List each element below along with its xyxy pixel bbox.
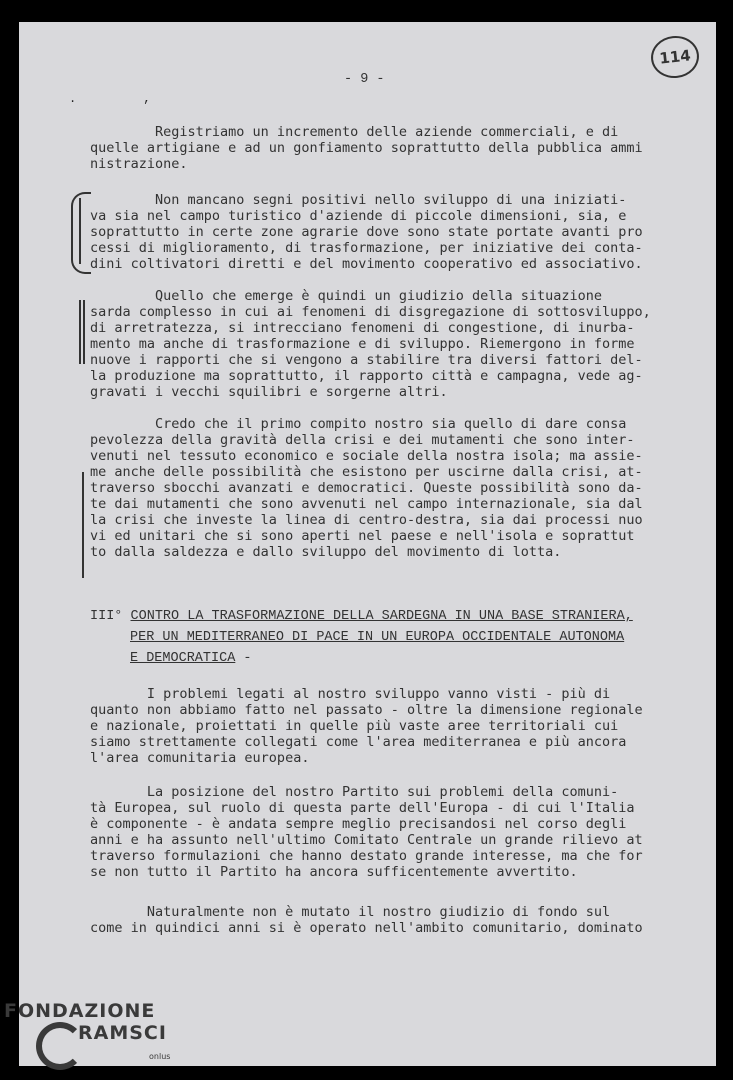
paragraph-3: Quello che emerge è quindi un giudizio della situazione sarda complesso in cui ai fenomeni di disgregazione di sottosviluppo, di arretratezza, si intrecciano fenomeni di congestione, di inurba- mento ma anche di trasformazione e di sviluppo. Riemergono in forme nuove i rapporti che si vengono a stabilire tra diversi fattori del- la produzione ma soprattutto, il rapporto città e campagna, vede ag- gravati i vecchi squilibri e sorgerne altri. (90, 288, 651, 400)
margin-double-line-mark-a (79, 300, 81, 364)
margin-line-mark-2 (82, 472, 84, 578)
section-heading (90, 609, 633, 667)
paragraph-4: Credo che il primo compito nostro sia quello di dare consa pevolezza della gravità della crisi e dei mutamenti che sono inter- venuti nel tessuto economico e sociale della nostra isola; ma assie- me anche delle possibilità che esistono per uscirne dalla crisi, at- traverso sbocchi avanzati e democratici. Queste possibilità sono da- te dai mutamenti che sono avvenuti nel campo internazionale, sia dal la crisi che investe la linea di centro-destra, sia dai processi nuo vi ed unitari che si sono aperti nel paese e nell'isola e soprattut to dalla saldezza e dallo sviluppo del movimento di lotta. (90, 416, 643, 560)
page-number: - 9 - (344, 72, 385, 87)
logo-line-1: FONDAZIONE (4, 1000, 156, 1022)
logo-line-3: onlus (149, 1052, 171, 1061)
logo-line-2: RAMSCI (78, 1022, 167, 1044)
margin-bracket-mark (71, 192, 91, 274)
section-number: III° (90, 609, 123, 624)
section-title-line-3: E DEMOCRATICA (130, 651, 236, 666)
margin-double-line-mark-b (83, 300, 85, 364)
fondazione-gramsci-logo (4, 1000, 204, 1078)
margin-dots: . , (69, 92, 181, 106)
section-title-line-1: CONTRO LA TRASFORMAZIONE DELLA SARDEGNA IN UNA BASE STRANIERA, (130, 609, 633, 624)
paragraph-6: La posizione del nostro Partito sui problemi della comuni- tà Europea, sul ruolo di questa parte dell'Europa - di cui l'Italia è componente - è andata sempre meglio precisandosi nel corso degli anni e ha assunto nell'ultimo Comitato Centrale un grande rilievo at traverso formulazioni che hanno destato grande interesse, ma che for se non tutto il Partito ha ancora sufficentemente avvertito. (90, 784, 643, 880)
archive-stamp: 114 (649, 34, 701, 81)
paragraph-5: I problemi legati al nostro sviluppo vanno visti - più di quanto non abbiamo fatto nel passato - oltre la dimensione regionale e nazionale, proiettati in quelle più vaste aree territoriali cui siamo strettamente collegati come l'area mediterranea e più ancora l'area comunitaria europea. (90, 686, 643, 766)
paragraph-2: Non mancano segni positivi nello sviluppo di una iniziati- va sia nel campo turistico d'aziende di piccole dimensioni, sia, e soprattutto in certe zone agrarie dove sono state portate avanti pro cessi di miglioramento, di trasformazione, per iniziative dei conta- dini coltivatori diretti e del movimento cooperativo ed associativo. (90, 192, 643, 272)
logo-g-icon (36, 1022, 84, 1070)
section-title-suffix: - (235, 651, 252, 666)
document-page (19, 22, 716, 1066)
section-title-line-2: PER UN MEDITERRANEO DI PACE IN UN EUROPA OCCIDENTALE AUTONOMA (130, 630, 625, 645)
paragraph-7: Naturalmente non è mutato il nostro giudizio di fondo sul come in quindici anni si è operato nell'ambito comunitario, dominato (90, 904, 643, 936)
paragraph-1: Registriamo un incremento delle aziende commerciali, e di quelle artigiane e ad un gonfiamento soprattutto della pubblica ammi nistrazione. (90, 124, 643, 172)
margin-line-mark (79, 198, 81, 264)
